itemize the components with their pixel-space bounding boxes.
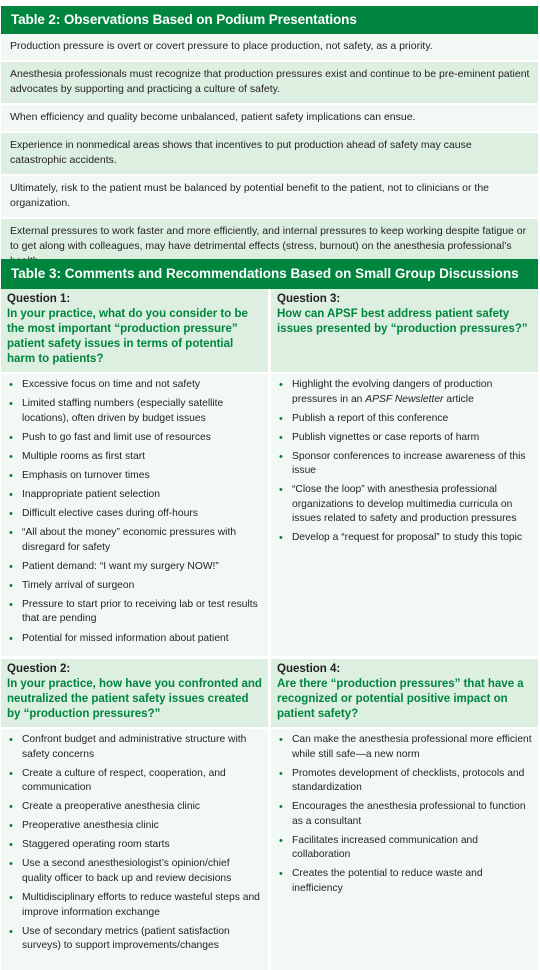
list-item: • Multidisciplinary efforts to reduce wasteful steps and improve information exchange — [9, 891, 262, 920]
question-1-label: Question 1: — [7, 293, 71, 305]
question-4-header — [271, 659, 538, 727]
list-item — [279, 378, 532, 407]
list-item: • Inappropriate patient selection — [9, 488, 262, 503]
question-1-header — [1, 289, 268, 372]
table-row: Anesthesia professionals must recognize that production pressures exist and continue to be pre-eminent patient advocates by supporting and practicing a culture of safety. — [1, 62, 538, 105]
list-item: • Can make the anesthesia professional more efficient while still safe—a new norm — [279, 733, 532, 762]
table-row: Production pressure is overt or covert pressure to place production, not safety, as a priority. — [1, 34, 538, 62]
list-item: • Preoperative anesthesia clinic — [9, 819, 262, 834]
question-3-text: How can APSF best address patient safety issues presented by “production pressures?” — [277, 308, 528, 335]
question-4-text: Are there “production pressures” that have a recognized or potential positive impact on patient safety? — [277, 678, 524, 720]
list-item: • Use a second anesthesiologist’s opinion/chief quality officer to back up and review decisions — [9, 857, 262, 886]
question-2-label: Question 2: — [7, 663, 71, 675]
table-row: External pressures to work faster and more efficiently, and internal pressures to keep working despite fatigue or to get along with colleagues, may have detrimental effects (stress, burnout) on the anesthesia professional’s — [1, 219, 538, 277]
question-3-body — [271, 372, 538, 656]
list-item: • Publish vignettes or case reports of harm — [279, 431, 532, 446]
table-3 — [1, 259, 538, 970]
list-item: • Pressure to start prior to receiving lab or test results that are pending — [9, 598, 262, 627]
list-item: • Facilitates increased communication and collaboration — [279, 834, 532, 863]
list-item: • Limited staffing numbers (especially satellite locations), often driven by budget issues — [9, 397, 262, 426]
question-4-body — [271, 727, 538, 970]
list-item: • Potential for missed information about patient — [9, 632, 262, 647]
question-2-list — [1, 729, 268, 962]
list-item: • Publish a report of this conference — [279, 412, 532, 427]
list-item: • Multiple rooms as first start — [9, 450, 262, 465]
list-item: • Staggered operating room starts — [9, 838, 262, 853]
question-1-cell — [1, 289, 268, 656]
list-item: • Create a preoperative anesthesia clinic — [9, 800, 262, 815]
list-item: • Excessive focus on time and not safety — [9, 378, 262, 393]
question-1-list — [1, 374, 268, 655]
list-item: • “Close the loop” with anesthesia professional organizations to develop multimedia curricula on issues related to safety and production pressures — [279, 483, 532, 527]
question-2-cell — [1, 659, 268, 970]
list-item: • Create a culture of respect, cooperation, and communication — [9, 767, 262, 796]
question-4-list — [271, 729, 538, 905]
list-item: • Use of secondary metrics (patient satisfaction surveys) to support improvements/changes — [9, 925, 262, 954]
list-item: • Patient demand: “I want my surgery NOW!” — [9, 560, 262, 575]
question-2-body — [1, 727, 268, 970]
question-3-header — [271, 289, 538, 372]
question-1-body — [1, 372, 268, 656]
list-item: • Confront budget and administrative structure with safety concerns — [9, 733, 262, 762]
question-4-cell — [271, 659, 538, 970]
list-item: • Encourages the anesthesia professional to function as a consultant — [279, 800, 532, 829]
table-row: Ultimately, risk to the patient must be balanced by potential benefit to the patient, not to clinicians or the organization. — [1, 176, 538, 219]
list-item: • Develop a “request for proposal” to study this topic — [279, 531, 532, 546]
question-2-text: In your practice, how have you confronted and neutralized the patient safety issues created by “production pressures?” — [7, 678, 262, 720]
table-row: When efficiency and quality become unbalanced, patient safety implications can ensue. — [1, 105, 538, 133]
list-item: • Timely arrival of surgeon — [9, 579, 262, 594]
question-4-label: Question 4: — [277, 663, 341, 675]
table-3-title: Table 3: Comments and Recommendations Based on Small Group Discussions — [1, 259, 538, 289]
item-text: article — [443, 393, 474, 405]
question-3-cell — [271, 289, 538, 656]
question-2-header — [1, 659, 268, 727]
table-row: Experience in nonmedical areas shows that incentives to put production ahead of safety may cause catastrophic accidents. — [1, 133, 538, 176]
list-item: • Difficult elective cases during off-hours — [9, 507, 262, 522]
question-3-list — [271, 374, 538, 555]
list-item: • “All about the money” economic pressures with disregard for safety — [9, 526, 262, 555]
table-2-title: Table 2: Observations Based on Podium Presentations — [1, 6, 538, 34]
question-1-text: In your practice, what do you consider to be the most important “production pressure” patient safety issues in terms of potential harm to patients? — [7, 308, 248, 365]
list-item: • Push to go fast and limit use of resources — [9, 431, 262, 446]
list-item: • Emphasis on turnover times — [9, 469, 262, 484]
list-item: • Sponsor conferences to increase awareness of this issue — [279, 450, 532, 479]
item-text: Highlight the evolving dangers of production pressures in an — [292, 379, 493, 405]
table-2 — [1, 6, 538, 277]
list-item: • Creates the potential to reduce waste and inefficiency — [279, 867, 532, 896]
newsletter-title: APSF Newsletter — [365, 393, 444, 405]
question-3-label: Question 3: — [277, 293, 341, 305]
list-item: • Promotes development of checklists, protocols and standardization — [279, 767, 532, 796]
